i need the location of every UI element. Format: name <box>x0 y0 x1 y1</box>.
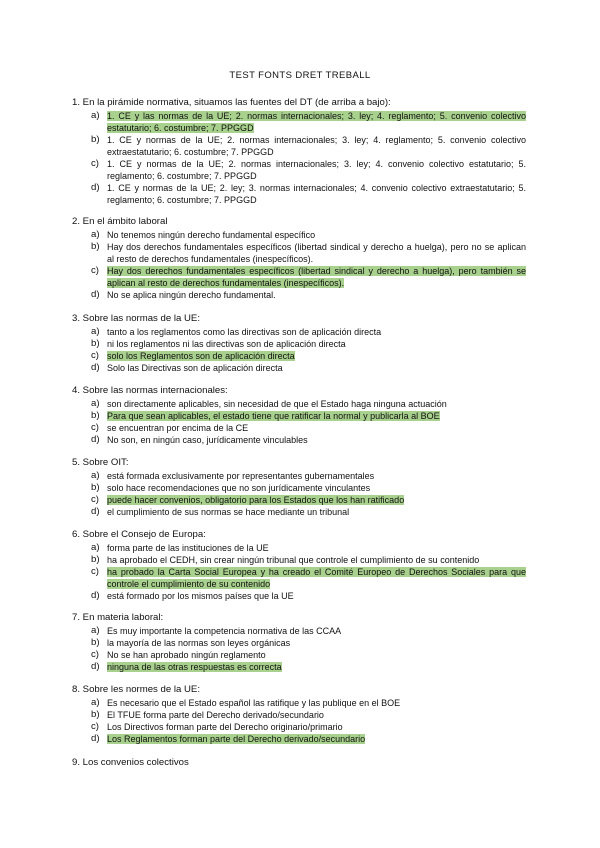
option-d <box>72 733 532 745</box>
correct-answer-text <box>107 110 532 134</box>
option-c <box>72 494 532 506</box>
question-text: 7. En materia laboral: <box>72 612 164 623</box>
option-letter: a) <box>91 542 100 553</box>
answer-highlight: puede hacer convenios, obligatorio para los Estados que los han ratificado <box>107 495 405 505</box>
option-text: se encuentran por encima de la CE <box>107 423 249 433</box>
option-list <box>72 625 532 673</box>
answer-highlight: solo los Reglamentos son de aplicación directa <box>107 351 295 361</box>
option-b <box>72 637 532 649</box>
question-text: 2. En el ámbito laboral <box>72 216 168 227</box>
option-letter: a) <box>91 110 100 121</box>
question-1 <box>72 97 532 206</box>
option-d <box>72 182 532 206</box>
option-text: No son, en ningún caso, jurídicamente vinculables <box>107 435 308 445</box>
option-b <box>72 241 532 265</box>
answer-highlight: Hay dos derechos fundamentales específicos (libertad sindical y derecho a huelga), pero también se aplican al resto de derechos fundamentales (inespecíficos). <box>107 266 526 288</box>
option-c <box>72 350 532 362</box>
option-list <box>72 229 532 301</box>
option-a <box>72 326 532 338</box>
option-list <box>72 470 532 518</box>
answer-highlight: Los Reglamentos forman parte del Derecho derivado/secundario <box>107 734 366 744</box>
option-text: solo hace recomendaciones que no son jurídicamente vinculantes <box>107 483 371 493</box>
question-3 <box>72 313 532 374</box>
option-letter: d) <box>91 506 100 517</box>
option-text: tanto a los reglamentos como las directivas son de aplicación directa <box>107 327 382 337</box>
option-text: El TFUE forma parte del Derecho derivado/secundario <box>107 710 324 720</box>
option-text: 1. CE y normas de la UE; 2. normas internacionales; 3. ley; 4. reglamento; 5. convenio colectivo extraestatutario; 6. costumbre; 7. PPGGD <box>107 135 526 157</box>
option-text: son directamente aplicables, sin necesidad de que el Estado haga ninguna actuación <box>107 399 447 409</box>
option-text: Los Directivos forman parte del Derecho originario/primario <box>107 722 343 732</box>
option-letter: d) <box>91 733 100 744</box>
option-letter: a) <box>91 229 100 240</box>
option-letter: b) <box>91 482 100 493</box>
option-text: ni los reglamentos ni las directivas son de aplicación directa <box>107 339 346 349</box>
correct-answer-text <box>107 350 532 362</box>
option-letter: d) <box>91 434 100 445</box>
option-text: Es necesario que el Estado español las ratifique y las publique en el BOE <box>107 698 401 708</box>
option-d <box>72 506 532 518</box>
question-6 <box>72 529 532 602</box>
question-9 <box>72 757 532 770</box>
option-text: está formado por los mismos países que la UE <box>107 591 294 601</box>
option-letter: b) <box>91 338 100 349</box>
option-b <box>72 338 532 350</box>
correct-answer-text <box>107 733 532 745</box>
page-title: TEST FONTS DRET TREBALL <box>229 70 371 81</box>
option-c <box>72 566 532 590</box>
option-a <box>72 697 532 709</box>
option-text: Hay dos derechos fundamentales específicos (libertad sindical y derecho a huelga), pero no se aplican al resto de derechos fundamentales (inespecíficos). <box>107 242 526 264</box>
option-text: está formada exclusivamente por representantes gubernamentales <box>107 471 375 481</box>
option-b <box>72 709 532 721</box>
correct-answer-text <box>107 410 532 422</box>
correct-answer-text <box>107 494 532 506</box>
question-5 <box>72 457 532 518</box>
option-list <box>72 110 532 206</box>
answer-highlight: ha probado la Carta Social Europea y ha creado el Comité Europeo de Derechos Sociales para que controle el cumplimiento de su contenido <box>107 567 526 589</box>
question-2 <box>72 216 532 301</box>
option-list <box>72 697 532 745</box>
option-letter: b) <box>91 134 100 145</box>
option-d <box>72 289 532 301</box>
option-b <box>72 482 532 494</box>
option-letter: a) <box>91 470 100 481</box>
option-letter: b) <box>91 554 100 565</box>
option-text: el cumplimiento de sus normas se hace mediante un tribunal <box>107 507 350 517</box>
question-8 <box>72 684 532 745</box>
option-text: ha aprobado el CEDH, sin crear ningún tribunal que controle el cumplimiento de su contenido <box>107 555 480 565</box>
option-d <box>72 362 532 374</box>
option-a <box>72 398 532 410</box>
question-text: 8. Sobre les normes de la UE: <box>72 684 200 695</box>
option-letter: b) <box>91 410 100 421</box>
option-d <box>72 590 532 602</box>
question-text: 5. Sobre OIT: <box>72 457 129 468</box>
option-letter: c) <box>91 422 99 433</box>
option-letter: a) <box>91 625 100 636</box>
option-letter: d) <box>91 661 100 672</box>
option-text: Solo las Directivas son de aplicación directa <box>107 363 283 373</box>
option-b <box>72 410 532 422</box>
option-letter: d) <box>91 362 100 373</box>
option-letter: c) <box>91 265 99 276</box>
correct-answer-text <box>107 265 532 289</box>
option-letter: a) <box>91 398 100 409</box>
option-list <box>72 398 532 446</box>
option-letter: d) <box>91 289 100 300</box>
option-letter: d) <box>91 182 100 193</box>
option-letter: a) <box>91 697 100 708</box>
option-text: forma parte de las instituciones de la UE <box>107 543 269 553</box>
option-text: No tenemos ningún derecho fundamental específico <box>107 230 316 240</box>
option-c <box>72 649 532 661</box>
option-b <box>72 554 532 566</box>
question-4 <box>72 385 532 446</box>
option-list <box>72 326 532 374</box>
option-text: No se aplica ningún derecho fundamental. <box>107 290 276 300</box>
option-a <box>72 470 532 482</box>
option-letter: b) <box>91 637 100 648</box>
question-text: 1. En la pirámide normativa, situamos las fuentes del DT (de arriba a bajo): <box>72 97 391 108</box>
answer-highlight: 1. CE y las normas de la UE; 2. normas internacionales; 3. ley; 4. reglamento; 5. convenio colectivo estatutario; 6. costumbre; 7. PPGGD <box>107 111 526 133</box>
answer-highlight: Para que sean aplicables, el estado tiene que ratificar la normal y publicarla al BOE <box>107 411 440 421</box>
option-d <box>72 434 532 446</box>
option-letter: c) <box>91 566 99 577</box>
question-text: 3. Sobre las normas de la UE: <box>72 313 200 324</box>
option-letter: a) <box>91 326 100 337</box>
option-c <box>72 422 532 434</box>
option-text: No se han aprobado ningún reglamento <box>107 650 266 660</box>
option-letter: c) <box>91 649 99 660</box>
question-text: 9. Los convenios colectivos <box>72 757 189 768</box>
option-letter: b) <box>91 241 100 252</box>
option-letter: c) <box>91 350 99 361</box>
answer-highlight: ninguna de las otras respuestas es correcta <box>107 662 282 672</box>
option-letter: c) <box>91 158 99 169</box>
option-c <box>72 721 532 733</box>
option-b <box>72 134 532 158</box>
option-text: la mayoría de las normas son leyes orgánicas <box>107 638 291 648</box>
option-c <box>72 265 532 289</box>
option-c <box>72 158 532 182</box>
question-text: 6. Sobre el Consejo de Europa: <box>72 529 206 540</box>
option-text: 1. CE y normas de la UE; 2. normas internacionales; 3. ley; 4. convenio colectivo estatutario; 5. reglamento; 6. costumbre; 7. PPGGD <box>107 159 526 181</box>
correct-answer-text <box>107 566 532 590</box>
option-letter: c) <box>91 494 99 505</box>
option-a <box>72 110 532 134</box>
option-list <box>72 542 532 602</box>
option-a <box>72 542 532 554</box>
correct-answer-text <box>107 661 532 673</box>
option-letter: c) <box>91 721 99 732</box>
option-a <box>72 625 532 637</box>
option-a <box>72 229 532 241</box>
option-letter: d) <box>91 590 100 601</box>
option-d <box>72 661 532 673</box>
option-text: 1. CE y normas de la UE; 2. ley; 3. normas internacionales; 4. convenio colectivo extraestatutario; 5. reglamento; 6. costumbre; 7. PPGGD <box>107 183 526 205</box>
question-7 <box>72 612 532 673</box>
option-text: Es muy importante la competencia normativa de las CCAA <box>107 626 342 636</box>
option-letter: b) <box>91 709 100 720</box>
question-text: 4. Sobre las normas internacionales: <box>72 385 228 396</box>
